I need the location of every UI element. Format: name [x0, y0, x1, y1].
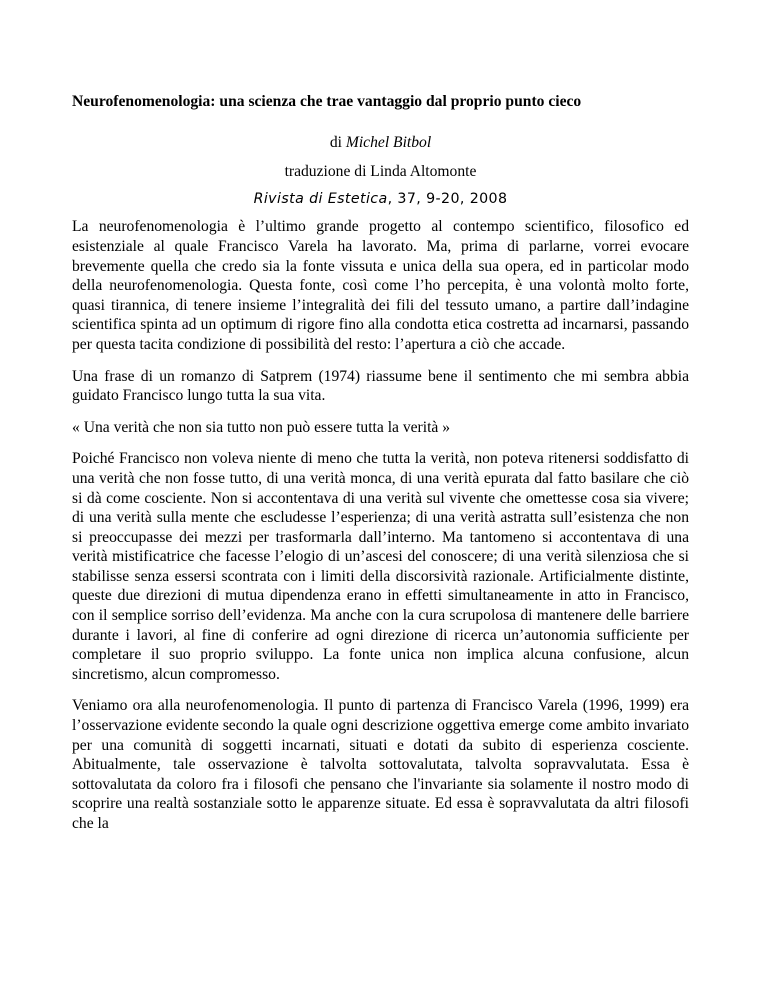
journal-details: , 37, 9-20, 2008 — [387, 190, 508, 207]
document-page — [72, 92, 689, 846]
byline — [72, 133, 689, 153]
translator-line: traduzione di Linda Altomonte — [284, 163, 477, 181]
paragraph: Veniamo ora alla neurofenomenologia. Il punto di partenza di Francisco Varela (1996, 1999) era l’osservazione evidente secondo la quale ogni descrizione oggettiva emerge come ambito invariato per una comunità di soggetti incarnati, situati e dotati da subito di esperienza cosciente. Abitualmente, tale osservazione è talvolta sottovalutata, talvolta sopravvalutata. Essa è sottovalutata da coloro fra i filosofi che pensano che l'invariante sia solamente il nostro modo di scoprire una realtà sostanziale sotto le apparenze situate. Ed essa è sopravvalutata da altri filosofi che la — [72, 697, 689, 832]
paragraph: Poiché Francisco non voleva niente di meno che tutta la verità, non poteva ritenersi soddisfatto di una verità che non fosse tutto, di una verità monca, di una verità epurata dal fatto basilare che ciò si dà come cosciente. Non si accontentava di una verità sul vivente che omettesse cosa sia vivere; di una verità sulla mente che escludesse l’esperienza; di una verità astratta sull’esistenza che non si preoccupasse dei mezzi per trasformarla dall’interno. Ma tantomeno si accontentava di una verità mistificatrice che facesse l’elogio di un’ascesi del conoscere; di una verità silenziosa che si stabilisse senza essersi scontrata con i limiti della discorsività razionale. Artificialmente distinte, queste due direzioni di mutua dipendenza erano in effetti simultaneamente in atto in Francisco, con il semplice sorriso dell’evidenza. Ma anche con la cura scrupolosa di mantenere delle barriere durante i lavori, al fine di conferire ad ogni direzione di ricerca un’autonomia sufficiente per completare il suo proprio sviluppo. La fonte unica non implica alcuna confusione, alcun sincretismo, alcun compromesso. — [72, 450, 689, 683]
author-name: Michel Bitbol — [345, 133, 432, 151]
document-title: Neurofenomenologia: una scienza che trae vantaggio dal proprio punto cieco — [72, 93, 582, 110]
journal-citation — [72, 190, 689, 210]
quote: « Una verità che non sia tutto non può essere tutta la verità » — [72, 418, 451, 436]
journal-name: Rivista di Estetica — [253, 190, 388, 207]
paragraph: Una frase di un romanzo di Satprem (1974) riassume bene il sentimento che mi sembra abbia guidato Francisco lungo tutta la sua vita. — [72, 367, 689, 405]
byline-prefix: di — [329, 133, 346, 151]
paragraph: La neurofenomenologia è l’ultimo grande progetto al contempo scientifico, filosofico ed esistenziale al quale Francisco Varela ha lavorato. Ma, prima di parlarne, vorrei evocare brevemente quella che credo sia la fonte vissuta e unica della sua opera, ed in particolar modo della neurofenomenologia. Questa fonte, così come l’ho percepita, è una volontà molto forte, quasi tirannica, di tenere insieme l’integralità dei fili del tessuto umano, a partire dall’indagine scientifica spinta ad un optimum di rigore fino alla condotta etica costretta ad incarnarsi, passando per questa tacita condizione di possibilità del resto: l’apertura a ciò che accade. — [72, 218, 689, 353]
